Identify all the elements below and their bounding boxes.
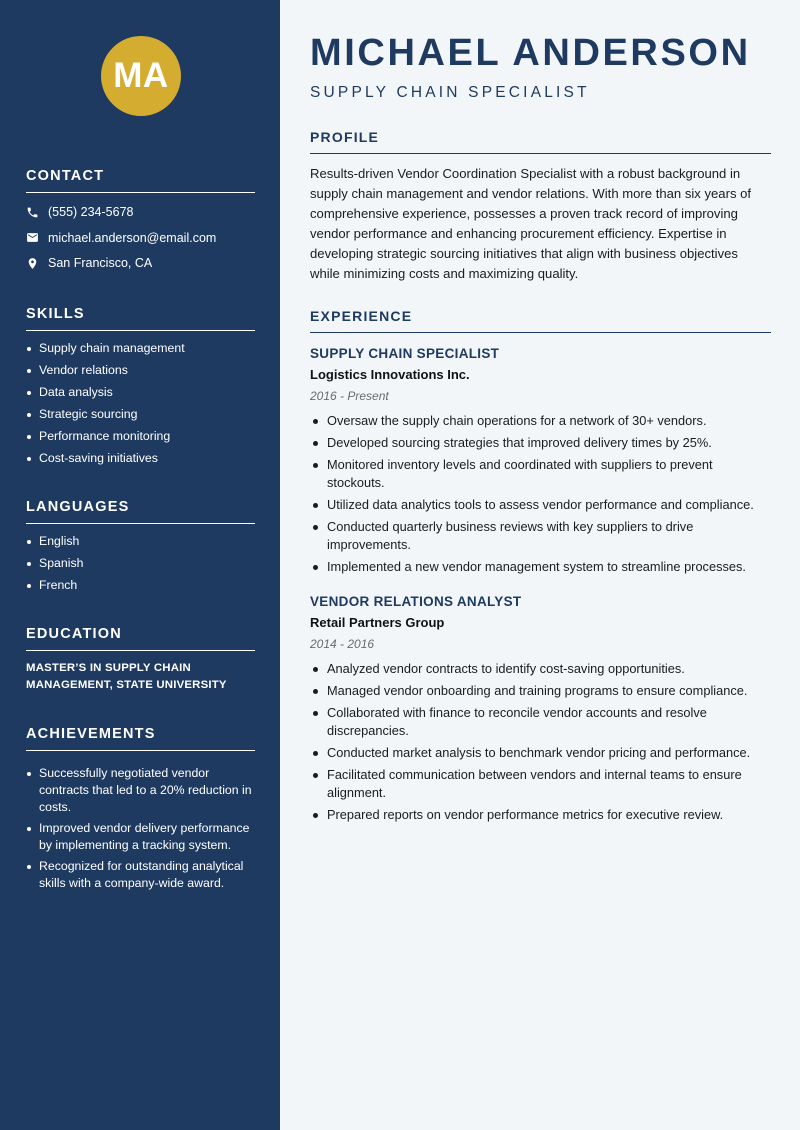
achievement-item: Recognized for outstanding analytical skills with a company-wide award. bbox=[26, 858, 255, 892]
achievement-item: Improved vendor delivery performance by implementing a tracking system. bbox=[26, 820, 255, 854]
skill-item: Supply chain management bbox=[26, 340, 255, 357]
languages-heading: LANGUAGES bbox=[26, 499, 255, 524]
candidate-title: SUPPLY CHAIN SPECIALIST bbox=[310, 84, 590, 101]
skill-item: Performance monitoring bbox=[26, 428, 255, 445]
email-icon bbox=[26, 231, 39, 244]
languages-section bbox=[26, 499, 255, 594]
job-bullet: Monitored inventory levels and coordinated with suppliers to prevent stockouts. bbox=[310, 456, 771, 492]
main-content bbox=[280, 0, 800, 1130]
job-title: SUPPLY CHAIN SPECIALIST bbox=[310, 346, 500, 361]
skills-list bbox=[26, 340, 255, 467]
location-text: San Francisco, CA bbox=[48, 256, 153, 270]
job-bullet: Managed vendor onboarding and training programs to ensure compliance. bbox=[310, 682, 771, 700]
languages-list bbox=[26, 533, 255, 594]
job-bullet: Conducted market analysis to benchmark vendor pricing and performance. bbox=[310, 744, 771, 762]
job-bullet: Oversaw the supply chain operations for a network of 30+ vendors. bbox=[310, 412, 771, 430]
contact-section bbox=[26, 168, 255, 272]
skill-item: Vendor relations bbox=[26, 362, 255, 379]
achievements-list bbox=[26, 765, 255, 892]
experience-section bbox=[310, 308, 771, 824]
sidebar bbox=[0, 0, 280, 1130]
language-item: Spanish bbox=[26, 555, 255, 572]
contact-location bbox=[26, 254, 255, 272]
job-bullet: Prepared reports on vendor performance metrics for executive review. bbox=[310, 806, 771, 824]
location-pin-icon bbox=[26, 257, 39, 270]
education-degree: MASTER’S IN SUPPLY CHAIN MANAGEMENT, STATE UNIVERSITY bbox=[26, 662, 227, 691]
skills-section bbox=[26, 306, 255, 467]
candidate-name: MICHAEL ANDERSON bbox=[310, 32, 751, 74]
achievement-item: Successfully negotiated vendor contracts that led to a 20% reduction in costs. bbox=[26, 765, 255, 816]
job-title: VENDOR RELATIONS ANALYST bbox=[310, 594, 522, 609]
avatar: MA bbox=[101, 36, 181, 116]
skill-item: Strategic sourcing bbox=[26, 406, 255, 423]
experience-heading: EXPERIENCE bbox=[310, 308, 771, 333]
email-text: michael.anderson@email.com bbox=[48, 230, 217, 245]
profile-heading: PROFILE bbox=[310, 129, 771, 154]
profile-text: Results-driven Vendor Coordination Specialist with a robust background in supply chain management and vendor relations. With more than six years of comprehensive experience, possesses a proven track record of improving vendor performance and enhancing procurement efficiency. Expertise in developing strategic sourcing initiatives that align with business objectives while minimizing costs and maximizing quality. bbox=[310, 166, 752, 281]
job-bullet: Facilitated communication between vendors and internal teams to ensure alignment. bbox=[310, 766, 771, 802]
job-dates: 2016 - Present bbox=[310, 389, 389, 403]
job-bullets bbox=[310, 660, 771, 824]
education-heading: EDUCATION bbox=[26, 626, 255, 651]
contact-heading: CONTACT bbox=[26, 168, 255, 193]
job-entry bbox=[310, 594, 771, 824]
education-section bbox=[26, 626, 255, 694]
job-bullet: Developed sourcing strategies that improved delivery times by 25%. bbox=[310, 434, 771, 452]
phone-icon bbox=[26, 206, 39, 219]
job-bullets bbox=[310, 412, 771, 576]
job-company: Logistics Innovations Inc. bbox=[310, 367, 470, 382]
job-bullet: Analyzed vendor contracts to identify cost-saving opportunities. bbox=[310, 660, 771, 678]
achievements-heading: ACHIEVEMENTS bbox=[26, 726, 255, 751]
job-bullet: Collaborated with finance to reconcile vendor accounts and resolve discrepancies. bbox=[310, 704, 771, 740]
profile-section bbox=[310, 129, 771, 284]
contact-phone bbox=[26, 203, 255, 221]
job-bullet: Conducted quarterly business reviews with key suppliers to drive improvements. bbox=[310, 518, 771, 554]
phone-text: (555) 234-5678 bbox=[48, 205, 134, 219]
language-item: English bbox=[26, 533, 255, 550]
skill-item: Data analysis bbox=[26, 384, 255, 401]
skill-item: Cost-saving initiatives bbox=[26, 450, 255, 467]
contact-email bbox=[26, 229, 255, 247]
contact-list bbox=[26, 203, 255, 272]
job-company: Retail Partners Group bbox=[310, 615, 445, 630]
achievements-section bbox=[26, 726, 255, 892]
job-dates: 2014 - 2016 bbox=[310, 637, 375, 651]
job-bullet: Utilized data analytics tools to assess vendor performance and compliance. bbox=[310, 496, 771, 514]
language-item: French bbox=[26, 577, 255, 594]
skills-heading: SKILLS bbox=[26, 306, 255, 331]
job-bullet: Implemented a new vendor management system to streamline processes. bbox=[310, 558, 771, 576]
job-entry bbox=[310, 346, 771, 576]
